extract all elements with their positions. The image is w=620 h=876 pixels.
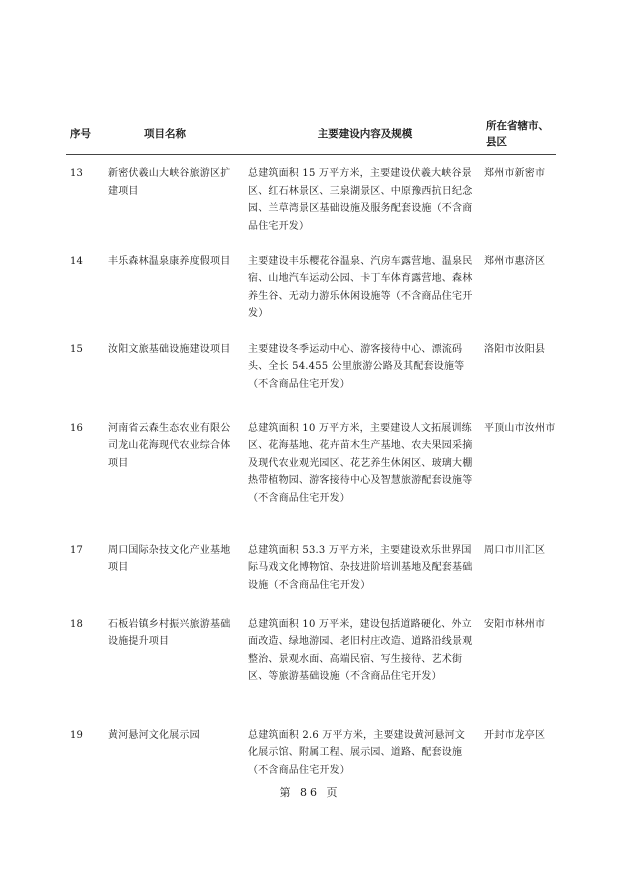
row-name: 黄河悬河文化展示园 (108, 729, 200, 741)
row-location: 开封市龙亭区 (484, 729, 546, 741)
table-row (66, 331, 556, 410)
row-location: 郑州市惠济区 (484, 255, 546, 267)
projects-table (66, 114, 556, 783)
row-num: 18 (70, 618, 84, 630)
row-scope: 总建筑面积 10 万平米，建设包括道路硬化、外立面改造、绿地游园、老旧村庄改造、道路沿线景观整治、景观水面、高端民宿、写生接待、艺术街区、等旅游基础设施（不含商品住宅开发） (248, 618, 473, 682)
row-num: 15 (70, 343, 84, 355)
row-scope: 总建筑面积 15 万平方米，主要建设伏羲大峡谷景区、红石林景区、三泉湖景区、中原豫西抗日纪念园、兰草湾景区基础设施及服务配套设施（不含商品住宅开发） (248, 168, 473, 232)
header-num: 序号 (66, 114, 108, 155)
row-num: 19 (70, 729, 84, 741)
table-row (66, 155, 556, 243)
header-name: 项目名称 (108, 114, 246, 155)
page-number: 第 86 页 (279, 786, 341, 799)
header-location: 所在省辖市、县区 (484, 114, 556, 155)
row-location: 郑州市新密市 (484, 168, 546, 179)
header-scope: 主要建设内容及规模 (246, 114, 484, 155)
row-scope: 总建筑面积 53.3 万平方米，主要建设欢乐世界国际马戏文化博物馆、杂技进阶培训基地及配套基础设施（不含商品住宅开发） (248, 544, 473, 591)
table-row (66, 243, 556, 331)
row-name: 周口国际杂技文化产业基地项目 (108, 544, 231, 573)
row-scope: 主要建设冬季运动中心、游客接待中心、漂流码头、全长 54.455 公里旅游公路及其配套设施等（不含商品住宅开发） (248, 343, 465, 390)
row-name: 河南省云森生态农业有限公司龙山花海现代农业综合体项目 (108, 422, 231, 469)
row-name: 新密伏羲山大峡谷旅游区扩建项目 (108, 168, 231, 197)
row-name: 石板岩镇乡村振兴旅游基础设施提升项目 (108, 618, 231, 647)
row-scope: 主要建设丰乐樱花谷温泉、汽房车露营地、温泉民宿、山地汽车运动公园、卡丁车体育露营地、森林养生谷、无动力游乐休闲设施等（不含商品住宅开发） (248, 255, 473, 319)
row-location: 周口市川汇区 (484, 544, 546, 556)
row-num: 14 (70, 255, 84, 267)
row-scope: 总建筑面积 2.6 万平方米，主要建设黄河悬河文化展示馆、附属工程、展示园、道路、配套设施（不含商品住宅开发） (248, 729, 466, 776)
table-header-row (66, 114, 556, 155)
row-num: 16 (70, 422, 84, 434)
row-scope: 总建筑面积 10 万平方米，主要建设人文拓展训练区、花海基地、花卉苗木生产基地、农夫果园采摘及现代农业观光园区、花艺养生休闲区、玻璃大棚热带植物园、游客接待中心及智慧旅游配套设施等（不含商品住宅开发） (248, 422, 473, 504)
row-location: 平顶山市汝州市 (484, 422, 556, 434)
row-location: 安阳市林州市 (484, 618, 546, 630)
row-name: 丰乐森林温泉康养度假项目 (108, 255, 231, 267)
row-num: 17 (70, 544, 84, 556)
table-row (66, 532, 556, 606)
table-row (66, 410, 556, 532)
row-location: 洛阳市汝阳县 (484, 343, 546, 355)
row-name: 汝阳文旅基础设施建设项目 (108, 343, 231, 355)
table-row (66, 717, 556, 783)
row-num: 13 (70, 168, 84, 179)
table-row (66, 606, 556, 717)
